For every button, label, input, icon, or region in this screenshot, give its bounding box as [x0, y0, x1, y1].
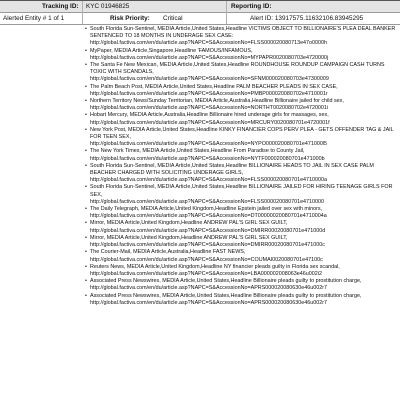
bullet-icon: • — [85, 126, 87, 133]
tracking-id-value: KYC 01946825 — [86, 3, 130, 10]
alerted-entity-count: Alerted Entity # 1 of 1 — [3, 15, 65, 22]
article-description: Mirror, MEDIA Article,United Kingdom,Headline ANDREW PAL'S GIRL SEX GUILT, — [90, 234, 288, 241]
article-description: South Florida Sun-Sentinel, MEDIA Article,United States,Headline BILLIONAIRE JAILED FOR HIRING TEENAGE GIRLS FOR SEX, — [90, 184, 393, 198]
article-entry — [85, 84, 397, 98]
article-url[interactable]: http://global.factiva.com/en/du/article.asp?NAPC=S&AccessionNo=FLSS000020080701e4710000a — [90, 177, 328, 184]
bullet-icon: • — [85, 83, 87, 90]
article-description: The Daily Telegraph, MEDIA Article,United Kingdom,Headline Epstein jailed over sex with minors, — [90, 206, 323, 213]
article-entry — [85, 112, 397, 126]
article-description: Northern Territory News/Sunday Territorian, MEDIA Article,Australia,Headline Billionaire jailed for child sex, — [90, 98, 344, 105]
article-url[interactable]: http://global.factiva.com/en/du/article.asp?NAPC=S&AccessionNo=NYTF000020080701e471000b — [90, 155, 325, 162]
article-entry — [85, 148, 397, 162]
article-url[interactable]: http://global.factiva.com/en/du/article.asp?NAPC=S&AccessionNo=NYPO000020080701e471000l5 — [90, 141, 328, 148]
bullet-icon: • — [85, 148, 87, 155]
bullet-icon: • — [85, 184, 87, 191]
article-url[interactable]: http://global.factiva.com/en/du/article.asp?NAPC=S&AccessionNo=APRS000020080630e46u002r7 — [90, 285, 328, 292]
article-description: Associated Press Newswires, MEDIA Article,United States,Headline Billionaire pleads guilty to prostitution charge, — [90, 292, 362, 299]
article-entry — [85, 206, 397, 220]
bullet-icon: • — [85, 220, 87, 227]
article-description: Mirror, MEDIA Article,United Kingdom,Headline ANDREW PAL'S GIRL SEX GUILT, — [90, 220, 288, 227]
bullet-icon: • — [85, 234, 87, 241]
article-url[interactable]: http://global.factiva.com/en/du/article.asp?NAPC=S&AccessionNo=SFNM000020080703e47300009 — [90, 76, 329, 83]
article-description: The Palm Beach Post, MEDIA Article,United States,Headline PALM BEACHER PLEADS IN SEX CASE, — [90, 83, 338, 90]
article-url[interactable]: http://global.factiva.com/en/du/article.asp?NAPC=S&AccessionNo=DT00000020080701e4710004a — [90, 213, 327, 220]
bullet-icon: • — [85, 62, 87, 69]
article-url[interactable]: http://global.factiva.com/en/du/article.asp?NAPC=S&AccessionNo=LBA000002008063e46u002i2 — [90, 270, 322, 277]
article-url[interactable]: http://global.factiva.com/en/du/article.asp?NAPC=S&AccessionNo=FLSS000020080713e47o0000h — [90, 40, 328, 47]
article-url[interactable]: http://global.factiva.com/en/du/article.asp?NAPC=S&AccessionNo=MYPAPR0020080703e4720000j — [90, 54, 329, 61]
article-entry — [85, 220, 397, 234]
article-entry — [85, 98, 397, 112]
header-row-tracking — [0, 1, 400, 13]
article-description: Associated Press Newswires, MEDIA Article,United States,Headline Billionaire pleads guilty to prostitution charge, — [90, 278, 362, 285]
bullet-icon: • — [85, 249, 87, 256]
article-url[interactable]: http://global.factiva.com/en/du/article.asp?NAPC=S&AccessionNo=APRS000020080630e46u002r7 — [90, 299, 328, 306]
bullet-icon: • — [85, 112, 87, 119]
risk-priority-label: Risk Priority: — [110, 15, 150, 22]
article-url[interactable]: http://global.factiva.com/en/du/article.asp?NAPC=S&AccessionNo=MRCURY0020080701e4720001f — [90, 119, 330, 126]
media-article-list — [85, 26, 397, 307]
article-description: New York Post, MEDIA Article,United States,Headline KINKY FINANCIER COPS PERV PLEA - GETS OFFENDER TAG & JAIL FOR TEEN SEX, — [90, 126, 394, 141]
article-entry — [85, 235, 397, 249]
article-entry — [85, 127, 397, 149]
article-description: South Florida Sun-Sentinel, MEDIA Article,United States,Headline BILLIONAIRE HEADS TO JAIL IN SEX CASE PALM BEACHER CHARGED WITH SOLICITING UNDERAGE GIRLS, — [90, 162, 374, 177]
bullet-icon: • — [85, 47, 87, 54]
article-entry — [85, 48, 397, 62]
article-entry — [85, 249, 397, 263]
alert-id: Alert ID: 13917575.11632106.83945295 — [250, 15, 364, 22]
article-url[interactable]: http://global.factiva.com/en/du/article.asp?NAPC=S&AccessionNo=DMIRR00020080701e471000d — [90, 227, 326, 234]
article-entry — [85, 184, 397, 206]
bullet-icon: • — [85, 263, 87, 270]
article-entry — [85, 163, 397, 185]
article-description: Reuters News, MEDIA Article,United Kingdom,Headline NY financier pleads guilty in Florida sex scandal, — [90, 263, 340, 270]
risk-priority-value: Critical — [163, 15, 183, 22]
bullet-icon: • — [85, 162, 87, 169]
bullet-icon: • — [85, 98, 87, 105]
article-url[interactable]: http://global.factiva.com/en/du/article.asp?NAPC=S&AccessionNo=NORTHT0020080702e4720001i — [90, 105, 329, 112]
article-description: The Santa Fe New Mexican, MEDIA Article,United States,Headline ROUNDHOUSE ROUNDUP CAMPAIGN CASH TURNS TOXIC WITH SCANDALS, — [90, 62, 385, 76]
article-entry — [85, 264, 397, 278]
bullet-icon: • — [85, 278, 87, 285]
article-description: The New York Times, MEDIA Article,United States,Headline From Paradise to County Jail, — [90, 148, 305, 155]
bullet-icon: • — [85, 26, 87, 32]
article-description: The Courier-Mail, MEDIA Article,Australia,Headline FAST NEWS, — [90, 249, 246, 256]
header-row-alert — [0, 13, 400, 25]
article-url[interactable]: http://global.factiva.com/en/du/article.asp?NAPC=S&AccessionNo=DMIRR00020080701e471000c — [90, 242, 325, 249]
article-url[interactable]: http://global.factiva.com/en/du/article.asp?NAPC=S&AccessionNo=COUMAI0020080701e47100c — [90, 256, 323, 263]
bullet-icon: • — [85, 206, 87, 213]
article-entry — [85, 26, 397, 48]
article-description: South Florida Sun-Sentinel, MEDIA Article,United States,Headline VICTIMS OBJECT TO BILLIONAIRE'S PLEA DEAL BANKER SENTENCED TO 18 MONTHS IN UNDERAGE SEX CASE: — [90, 26, 396, 40]
reporting-id-label: Reporting ID: — [231, 3, 272, 10]
bullet-icon: • — [85, 292, 87, 299]
article-entry — [85, 278, 397, 292]
tracking-id-label: Tracking ID: — [42, 3, 79, 10]
article-entry — [85, 62, 397, 84]
article-description: Hobart Mercury, MEDIA Article,Australia,Headline Billionaire hired underage girls for massages, sex, — [90, 112, 329, 119]
article-entry — [85, 293, 397, 307]
article-url[interactable]: http://global.factiva.com/en/du/article.asp?NAPC=S&AccessionNo=FLSS000020080701e4710000 — [90, 198, 325, 205]
article-description: MyPaper, MEDIA Article,Singapore,Headline 'FAMOUS/INFAMOUS, — [90, 47, 253, 54]
article-url[interactable]: http://global.factiva.com/en/du/article.asp?NAPC=S&AccessionNo=PMBP000020080702e4710001r — [90, 90, 328, 97]
